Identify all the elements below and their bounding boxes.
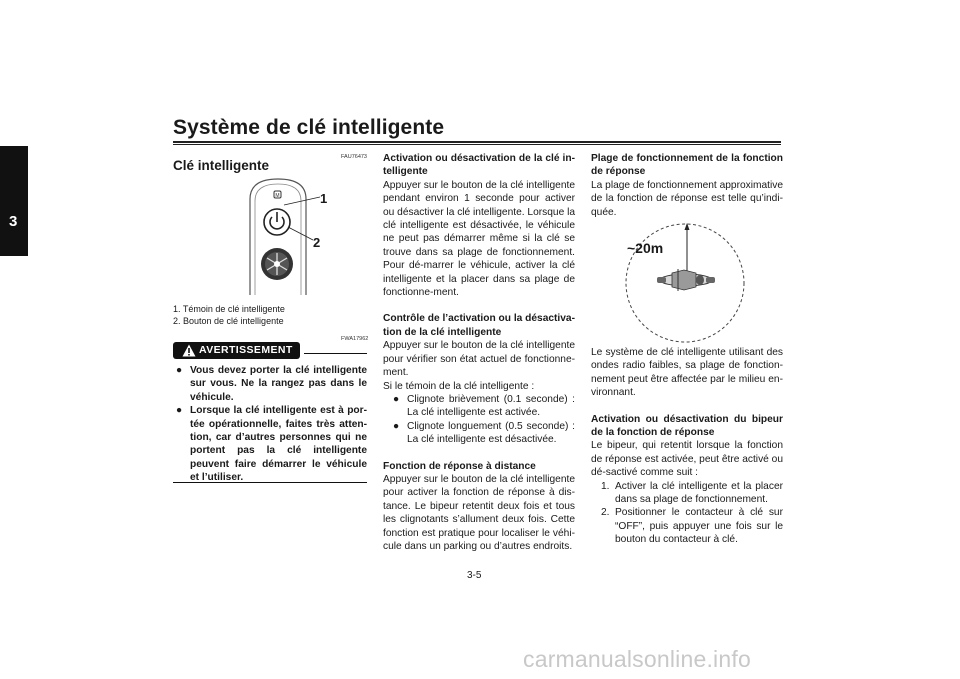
paragraph: Le système de clé intelligente utilisant des ondes radio faibles, sa plage de fonction-nement peut être affectée par le milieu en-vironnant. — [591, 347, 783, 399]
warning-end-rule — [173, 482, 367, 483]
chapter-number: 3 — [9, 213, 18, 230]
warning-item: ● Lorsque la clé intelligente est à por-tée opérationnelle, faites très atten-tion, car d’autres personnes qui ne portent pas la clé intelligente peuvent faire démarrer le véhicule et l’utiliser. — [176, 405, 367, 484]
figure-label-2: 2 — [313, 235, 321, 250]
paragraph: Appuyer sur le bouton de la clé intelligente pour vérifier son état actuel de fonctionne-ment. — [383, 340, 575, 379]
warning-list — [176, 364, 367, 485]
paragraph: Appuyer sur le bouton de la clé intelligente pour activer la fonction de réponse à dis-tance. Le bipeur retentit deux fois et tous les clignotants s’allument deux fois. Cette fonction est pratique pour localiser le véhi-cule dans un parking ou d’autres endroits. — [383, 473, 575, 552]
warning-header — [173, 342, 300, 359]
motorcycle-icon — [657, 269, 715, 291]
warning-rule — [304, 353, 367, 354]
ref-code: FWA17962 — [341, 336, 369, 342]
right-column-top — [591, 152, 783, 219]
page-number: 3-5 — [467, 570, 482, 581]
list-item: 1. Activer la clé intelligente et la placer dans sa plage de fonctionnement. — [601, 480, 783, 506]
caption-1: 1. Témoin de clé intelligente — [173, 304, 285, 314]
right-column-bottom — [591, 346, 783, 547]
list-item: 2. Positionner le contacteur à clé sur “OFF”, puis appuyer une fois sur le bouton du contacteur à clé. — [601, 507, 783, 546]
heading-check-state: Contrôle de l’activation ou la désactiva-tion de la clé intelligente — [383, 313, 575, 338]
warning-label: AVERTISSEMENT — [199, 344, 293, 356]
middle-column — [383, 152, 575, 553]
page-title: Système de clé intelligente — [173, 116, 445, 139]
paragraph: Appuyer sur le bouton de la clé intelligente pendant environ 1 seconde pour activer ou désactiver la clé intelligente. Lorsque la clé intelligente est désactivée, le véhicule ne peut pas démarrer même si la clé se trouve dans sa plage de fonctionnement. Pour dé-marrer le véhicule, activer la clé intelligente et la placer dans sa plage de fonctionne-ment. — [383, 179, 575, 299]
watermark: carmanualsonline.info — [523, 646, 751, 672]
list-item: ● Clignote brièvement (0.1 seconde) : La clé intelligente est activée. — [393, 393, 575, 419]
list-item: ● Clignote longuement (0.5 seconde) : La clé intelligente est désactivée. — [393, 420, 575, 446]
svg-text:M: M — [275, 193, 280, 199]
paragraph: La plage de fonctionnement approximative de la fonction de réponse est telle qu’indi-quée. — [591, 179, 783, 218]
section-title: Clé intelligente — [173, 158, 270, 173]
warning-triangle-icon — [182, 344, 196, 357]
paragraph: Le bipeur, qui retentit lorsque la fonction de réponse est activée, peut être activé ou dé-sactivé comme suit : — [591, 440, 783, 479]
heading-range: Plage de fonctionnement de la fonction de réponse — [591, 153, 783, 178]
heading-beeper: Activation ou désactivation du bipeur de la fonction de réponse — [591, 413, 783, 439]
title-rule-thin — [173, 144, 781, 145]
title-rule — [173, 141, 781, 143]
chapter-tab — [0, 146, 28, 256]
warning-item: ● Vous devez porter la clé intelligente sur vous. Ne la rangez pas dans le véhicule. — [176, 365, 367, 403]
heading-activation: Activation ou désactivation de la clé in-telligente — [383, 153, 575, 178]
range-label: ~20m — [627, 240, 664, 256]
figure-label-1: 1 — [320, 191, 328, 206]
caption-2: 2. Bouton de clé intelligente — [173, 316, 284, 326]
paragraph: Si le témoin de la clé intelligente : — [383, 380, 535, 392]
heading-remote-response: Fonction de réponse à distance — [383, 460, 536, 472]
ref-code: FAU76473 — [341, 154, 367, 160]
